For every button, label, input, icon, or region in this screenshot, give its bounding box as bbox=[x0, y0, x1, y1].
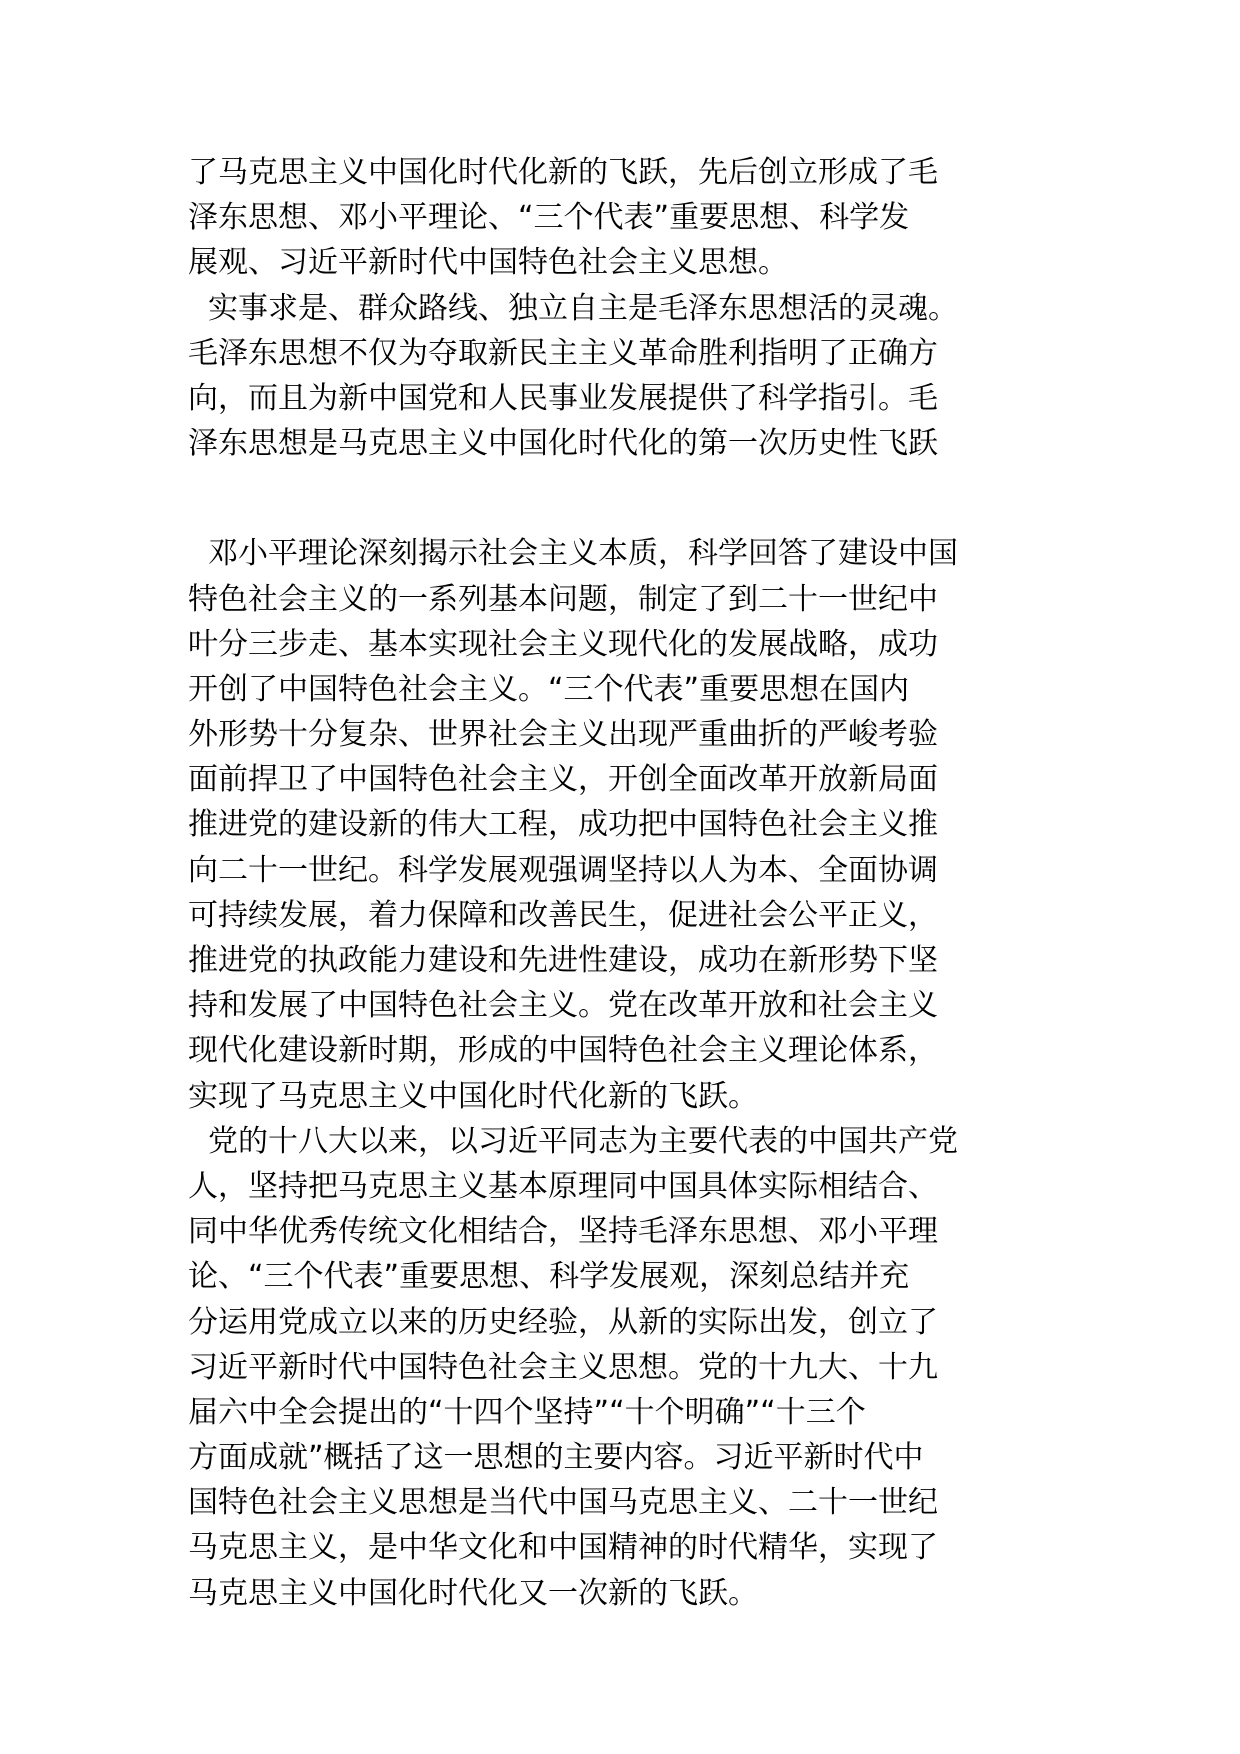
blank-line bbox=[188, 466, 1058, 531]
text-line: 分运用党成立以来的历史经验，从新的实际出发，创立了 bbox=[188, 1304, 938, 1340]
text-line: 开创了中国特色社会主义。“三个代表”重要思想在国内 bbox=[188, 671, 910, 707]
document-body bbox=[188, 150, 1058, 1616]
text-line: 马克思主义中国化时代化又一次新的飞跃。 bbox=[188, 1575, 758, 1611]
text-line: 向，而且为新中国党和人民事业发展提供了科学指引。毛 bbox=[188, 380, 938, 416]
text-line: 国特色社会主义思想是当代中国马克思主义、二十一世纪 bbox=[188, 1485, 938, 1521]
text-line: 外形势十分复杂、世界社会主义出现严重曲折的严峻考验 bbox=[188, 717, 938, 753]
text-line: 习近平新时代中国特色社会主义思想。党的十九大、十九 bbox=[188, 1349, 938, 1385]
paragraph-first-line: 实事求是、群众路线、独立自主是毛泽东思想活的灵魂。 bbox=[208, 290, 958, 326]
paragraph-first-line: 党的十八大以来，以习近平同志为主要代表的中国共产党 bbox=[208, 1123, 958, 1159]
text-line: 泽东思想是马克思主义中国化时代化的第一次历史性飞跃 bbox=[188, 426, 938, 462]
text-line: 人，坚持把马克思主义基本原理同中国具体实际相结合、 bbox=[188, 1168, 938, 1204]
text-line: 向二十一世纪。科学发展观强调坚持以人为本、全面协调 bbox=[188, 852, 938, 888]
text-line: 面前捍卫了中国特色社会主义，开创全面改革开放新局面 bbox=[188, 762, 938, 798]
text-line: 毛泽东思想不仅为夺取新民主主义革命胜利指明了正确方 bbox=[188, 335, 938, 371]
text-line: 可持续发展，着力保障和改善民生，促进社会公平正义， bbox=[188, 897, 938, 933]
text-line: 泽东思想、邓小平理论、“三个代表”重要思想、科学发 bbox=[188, 200, 910, 236]
text-line: 推进党的建设新的伟大工程，成功把中国特色社会主义推 bbox=[188, 807, 938, 843]
text-line: 论、“三个代表”重要思想、科学发展观，深刻总结并充 bbox=[188, 1259, 910, 1295]
text-line: 方面成就”概括了这一思想的主要内容。习近平新时代中 bbox=[188, 1440, 924, 1476]
text-line: 展观、习近平新时代中国特色社会主义思想。 bbox=[188, 245, 788, 281]
text-line: 实现了马克思主义中国化时代化新的飞跃。 bbox=[188, 1078, 758, 1114]
text-line: 推进党的执政能力建设和先进性建设，成功在新形势下坚 bbox=[188, 943, 938, 978]
paragraph-first-line: 邓小平理论深刻揭示社会主义本质，科学回答了建设中国 bbox=[208, 536, 958, 572]
text-line: 了马克思主义中国化时代化新的飞跃，先后创立形成了毛 bbox=[188, 155, 938, 190]
text-line: 特色社会主义的一系列基本问题，制定了到二十一世纪中 bbox=[188, 581, 938, 617]
text-line: 叶分三步走、基本实现社会主义现代化的发展战略，成功 bbox=[188, 626, 938, 662]
text-line: 届六中全会提出的“十四个坚持”“十个明确”“十三个 bbox=[188, 1394, 866, 1430]
text-line: 现代化建设新时期，形成的中国特色社会主义理论体系， bbox=[188, 1033, 938, 1069]
text-line: 马克思主义，是中华文化和中国精神的时代精华，实现了 bbox=[188, 1530, 938, 1566]
text-line: 同中华优秀传统文化相结合，坚持毛泽东思想、邓小平理 bbox=[188, 1214, 938, 1250]
text-line: 持和发展了中国特色社会主义。党在改革开放和社会主义 bbox=[188, 988, 938, 1024]
